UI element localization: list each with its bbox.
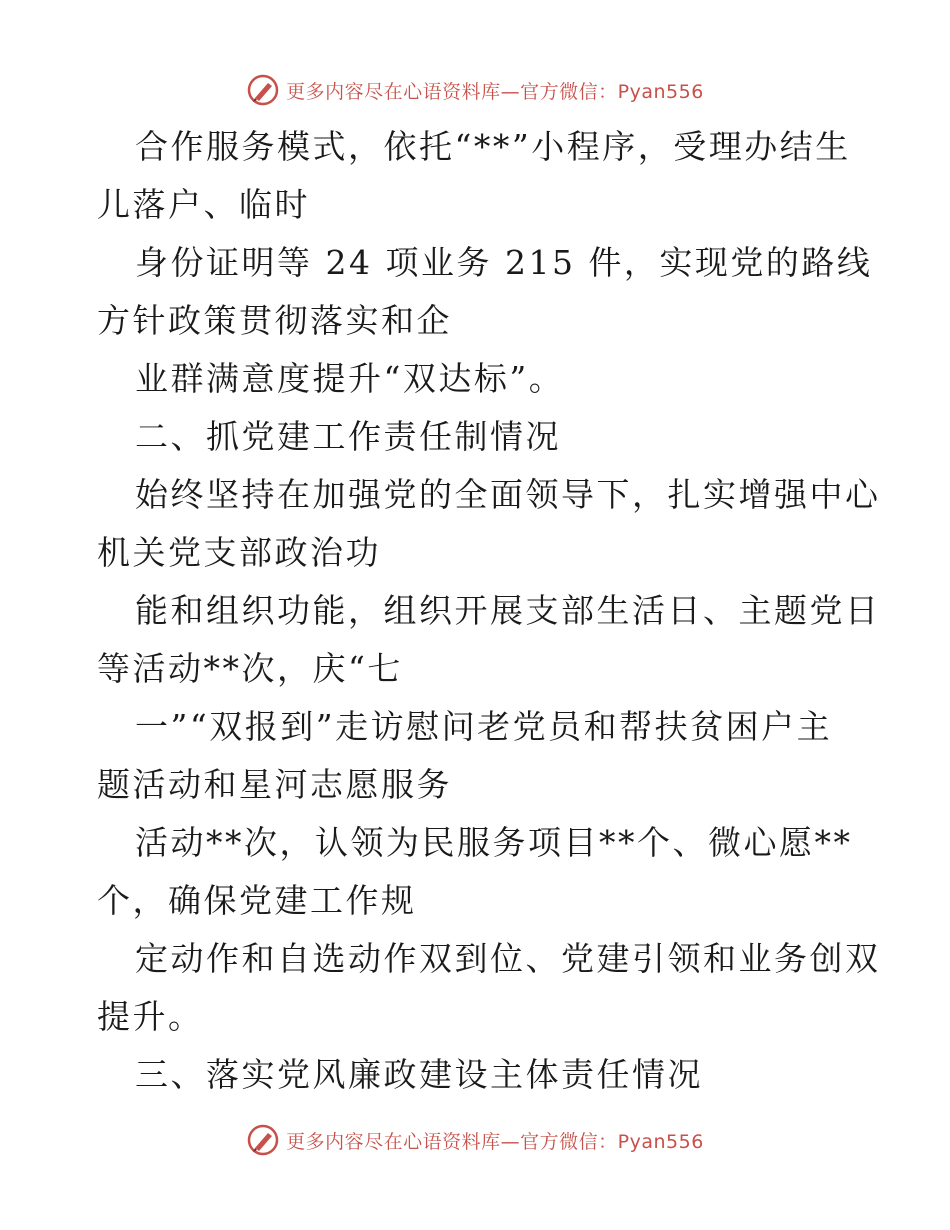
header-watermark — [0, 70, 950, 110]
paragraph-line: 等活动**次，庆“七 — [97, 649, 403, 688]
watermark-text: 更多内容尽在心语资料库—官方微信：Pyan556 — [286, 80, 704, 103]
paragraph-line: 二、抓党建工作责任制情况 — [135, 417, 561, 456]
paragraph-line: 活动**次，认领为民服务项目**个、微心愿** — [135, 823, 853, 862]
pen-logo-icon — [246, 1123, 280, 1157]
paragraph-line: 题活动和星河志愿服务 — [97, 765, 452, 804]
paragraph-line: 儿落户、临时 — [97, 185, 310, 224]
paragraph-line: 一”“双报到”走访慰问老党员和帮扶贫困户主 — [135, 707, 833, 746]
paragraph-line: 机关党支部政治功 — [97, 533, 381, 572]
paragraph-line: 合作服务模式，依托“**”小程序，受理办结生 — [135, 127, 851, 166]
paragraph-line: 能和组织功能，组织开展支部生活日、主题党日 — [135, 591, 881, 630]
paragraph-line: 提升。 — [97, 997, 204, 1036]
paragraph-line: 个，确保党建工作规 — [97, 881, 417, 920]
paragraph-line: 身份证明等 24 项业务 215 件，实现党的路线 — [135, 243, 873, 282]
paragraph-line: 定动作和自选动作双到位、党建引领和业务创双 — [135, 939, 881, 978]
watermark-text: 更多内容尽在心语资料库—官方微信：Pyan556 — [286, 1130, 704, 1153]
paragraph-line: 方针政策贯彻落实和企 — [97, 301, 452, 340]
paragraph-line: 始终坚持在加强党的全面领导下，扎实增强中心 — [135, 475, 881, 514]
footer-watermark — [0, 1120, 950, 1160]
paragraph-line: 业群满意度提升“双达标”。 — [135, 359, 565, 398]
paragraph-line: 三、落实党风廉政建设主体责任情况 — [135, 1055, 703, 1094]
pen-logo-icon — [246, 73, 280, 107]
document-body — [97, 118, 881, 1104]
